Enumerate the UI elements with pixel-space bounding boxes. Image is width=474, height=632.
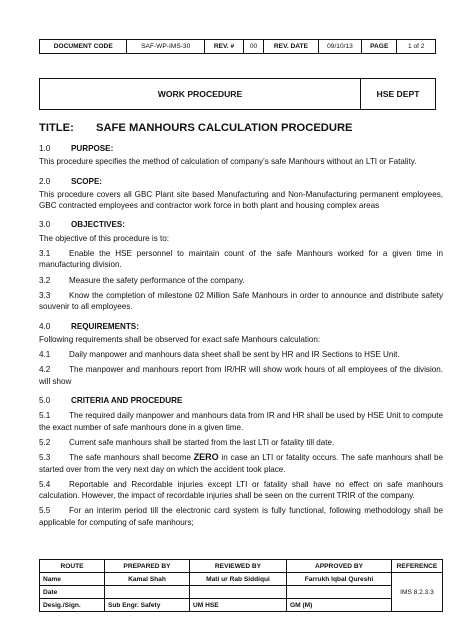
reference-value: IMS 8.2.3.3	[392, 573, 443, 612]
item-text-before: The safe manhours shall become	[69, 453, 194, 463]
prepared-designation: Sub Engr. Safety	[105, 599, 190, 612]
item-number: 5.2	[39, 437, 51, 447]
purpose-heading	[39, 143, 443, 154]
list-item	[39, 505, 443, 528]
section-number: 3.0	[39, 220, 51, 230]
list-item	[39, 290, 443, 313]
reviewed-by-header: REVIEWED BY	[190, 560, 287, 573]
section-number: 5.0	[39, 396, 51, 406]
section-number: 1.0	[39, 144, 51, 153]
hse-dept-label: HSE DEPT	[361, 79, 436, 110]
scope-text: This procedure covers all GBC Plant site based Manufacturing and Non-Manufacturing permanent employees, GBC contracted employees and contractor work force in both plant and housing complex areas	[39, 189, 443, 211]
row-label: Date	[40, 586, 105, 599]
list-item	[39, 349, 443, 360]
work-procedure-label: WORK PROCEDURE	[40, 79, 361, 110]
objectives-heading	[39, 219, 443, 230]
table-row	[40, 599, 443, 612]
list-item	[39, 437, 443, 448]
rev-date-value: 09/10/13	[318, 40, 361, 54]
item-text: For an interim period till the electronic card system is fully functional, following methodology shall be applicable for computing of safe manhours;	[39, 506, 443, 527]
item-number: 3.2	[39, 275, 51, 285]
section-number: 2.0	[39, 176, 51, 186]
doc-code-label: DOCUMENT CODE	[40, 40, 127, 54]
requirements-heading	[39, 321, 443, 332]
section-title: REQUIREMENTS:	[71, 321, 139, 331]
item-number: 3.3	[39, 290, 51, 300]
route-header: ROUTE	[40, 560, 105, 573]
approved-by-header: APPROVED BY	[287, 560, 392, 573]
page-label: PAGE	[362, 40, 397, 54]
prepared-name: Kamal Shah	[105, 573, 190, 586]
list-item	[39, 479, 443, 502]
section-title: PURPOSE:	[71, 144, 114, 153]
item-number: 4.2	[39, 365, 51, 375]
reviewed-date	[190, 586, 287, 599]
item-number: 5.1	[39, 411, 51, 421]
doc-code-value: SAF-WP-IMS-30	[127, 40, 204, 54]
list-item	[39, 364, 443, 387]
item-text: Current safe manhours shall be started from the last LTI or fatality till date.	[69, 437, 335, 447]
scope-heading	[39, 176, 443, 187]
page-value: 1 of 2	[397, 40, 436, 54]
list-item	[39, 248, 443, 271]
document-control-table	[39, 39, 436, 54]
rev-label: REV. #	[204, 40, 243, 54]
approved-date	[287, 586, 392, 599]
procedure-banner	[39, 78, 436, 110]
item-text-after: in case an LTI or fatality occurs. The safe manhours shall be started over from the very next day on which the accident took place.	[39, 453, 444, 474]
reference-header: REFERENCE	[392, 560, 443, 573]
document-body	[39, 143, 443, 528]
item-text: Enable the HSE personnel to maintain count of the safe Manhours worked for a given time in manufacturing division.	[39, 249, 443, 270]
item-text: The manpower and manhours report from IR/HR will show work hours of all employees of the division. will show	[39, 365, 443, 386]
item-number: 5.3	[39, 453, 51, 463]
objectives-intro: The objective of this procedure is to:	[39, 233, 170, 243]
section-title: OBJECTIVES:	[71, 220, 125, 230]
table-row	[40, 573, 443, 586]
page-title	[39, 122, 352, 134]
item-text: Measure the safety performance of the company.	[69, 275, 245, 285]
item-number: 4.1	[39, 350, 51, 360]
title-text: SAFE MANHOURS CALCULATION PROCEDURE	[96, 122, 353, 134]
approved-designation: GM (M)	[287, 599, 392, 612]
item-text: Daily manpower and manhours data sheet shall be sent by HR and IR Sections to HSE Unit.	[69, 350, 400, 360]
list-item	[39, 452, 443, 475]
prepared-date	[105, 586, 190, 599]
row-label: Name	[40, 573, 105, 586]
zero-emphasis: ZERO	[193, 452, 219, 463]
item-number: 5.4	[39, 479, 51, 489]
reviewed-designation: UM HSE	[190, 599, 287, 612]
section-number: 4.0	[39, 321, 51, 331]
requirements-intro: Following requirements shall be observed for exact safe Manhours calculation:	[39, 334, 321, 344]
list-item	[39, 410, 443, 433]
purpose-text: This procedure specifies the method of calculation of company’s safe Manhours without an LTI or Fatality.	[39, 157, 417, 167]
approved-name: Farrukh Iqbal Qureshi	[287, 573, 392, 586]
item-text: The required daily manpower and manhours data from IR and HR shall be used by HSE Unit to compute the exact number of safe manhours done in a given time.	[39, 411, 443, 432]
title-key: TITLE:	[39, 122, 74, 134]
rev-value: 00	[244, 40, 264, 54]
item-number: 5.5	[39, 506, 51, 516]
section-title: SCOPE:	[71, 176, 103, 186]
criteria-heading	[39, 395, 443, 406]
item-text: Know the completion of milestone 02 Million Safe Manhours in order to announce and distribute safety souvenir to all employees.	[39, 290, 443, 312]
prepared-by-header: PREPARED BY	[105, 560, 190, 573]
list-item	[39, 275, 443, 286]
approval-table	[39, 559, 443, 612]
section-title: CRITERIA AND PROCEDURE	[71, 396, 183, 406]
row-label: Desig./Sign.	[40, 599, 105, 612]
item-text: Reportable and Recordable injuries except LTI or fatality shall have no effect on safe manhours calculation. However, the impact of recordable injuries shall be seen on the current TRIR of the company.	[39, 479, 443, 501]
rev-date-label: REV. DATE	[264, 40, 319, 54]
reviewed-name: Mati ur Rab Siddiqui	[190, 573, 287, 586]
item-number: 3.1	[39, 249, 51, 259]
table-row	[40, 586, 443, 599]
